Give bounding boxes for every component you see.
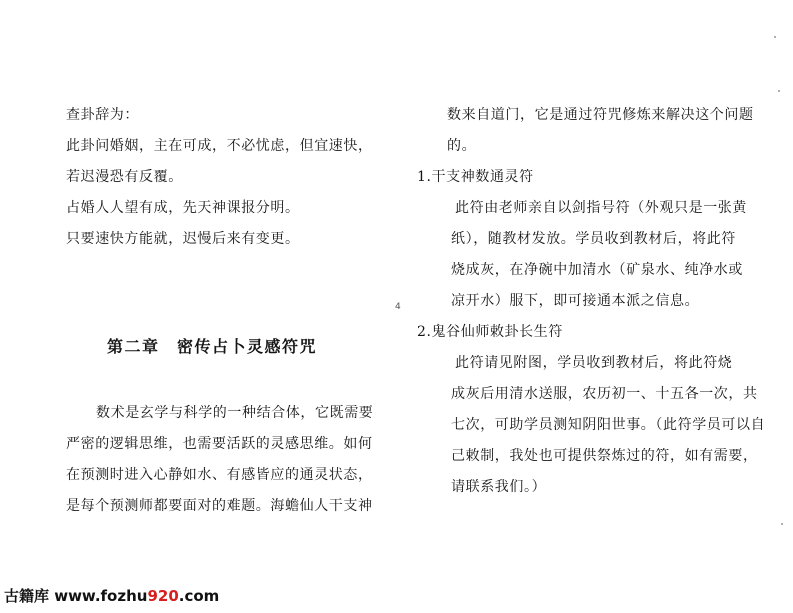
- section-line: 此符由老师亲自以剑指号符（外观只是一张黄: [455, 200, 747, 216]
- section-line: 成灰后用清水送服，农历初一、十五各一次，共: [451, 386, 758, 402]
- section-line: 此符请见附图，学员收到教材后，将此符烧: [455, 355, 733, 371]
- scan-speck: [774, 36, 776, 38]
- continuation-line: 的。: [447, 138, 477, 154]
- continuation-line: 数来自道门，它是通过符咒修炼来解决这个问题: [447, 107, 754, 123]
- section-line: 己敕制，我处也可提供祭炼过的符，如有需要，: [451, 448, 758, 464]
- section-line: 纸），随教材发放。学员收到教材后，将此符: [451, 231, 736, 247]
- body-line: 严密的逻辑思维，也需要活跃的灵感思维。如何: [66, 436, 373, 452]
- scan-speck: [778, 90, 780, 92]
- section-heading: 2.鬼谷仙师敕卦长生符: [417, 324, 563, 340]
- right-page: [417, 100, 787, 503]
- intro-line: 若迟漫恐有反覆。: [66, 169, 183, 185]
- section-line: 烧成灰，在净碗中加清水（矿泉水、纯净水或: [451, 262, 743, 278]
- scan-speck: [781, 523, 783, 525]
- section-line: 七次，可助学员测知阴阳世事。（此符学员可以自: [451, 417, 766, 433]
- section-line: 请联系我们。）: [451, 479, 547, 495]
- section-heading: 1.干支神数通灵符: [417, 169, 534, 185]
- intro-line: 查卦辞为：: [66, 107, 139, 123]
- intro-line: 只要速快方能就，迟慢后来有变更。: [66, 231, 300, 247]
- watermark-suffix: .com: [178, 587, 220, 605]
- watermark-accent: 920: [147, 587, 179, 605]
- site-watermark: [4, 585, 219, 606]
- page-number: 4: [395, 302, 401, 312]
- body-line: 是每个预测师都要面对的难题。海蟾仙人干支神: [66, 498, 373, 514]
- left-page-intro: [66, 100, 396, 255]
- body-line: 在预测时进入心静如水、有感皆应的通灵状态，: [66, 467, 373, 483]
- intro-line: 此卦问婚姻，主在可成，不必忧虑，但宜速快，: [66, 138, 373, 154]
- body-line: 数术是玄学与科学的一种结合体，它既需要: [96, 405, 374, 421]
- section-line: 凉开水）服下，即可接通本派之信息。: [451, 293, 700, 309]
- chapter-title: 第二章 密传占卜灵感符咒: [107, 337, 318, 356]
- intro-line: 占婚人人望有成，先天神课报分明。: [66, 200, 300, 216]
- watermark-prefix: 古籍库 www.fozhu: [4, 587, 148, 605]
- left-page-body: [66, 398, 396, 522]
